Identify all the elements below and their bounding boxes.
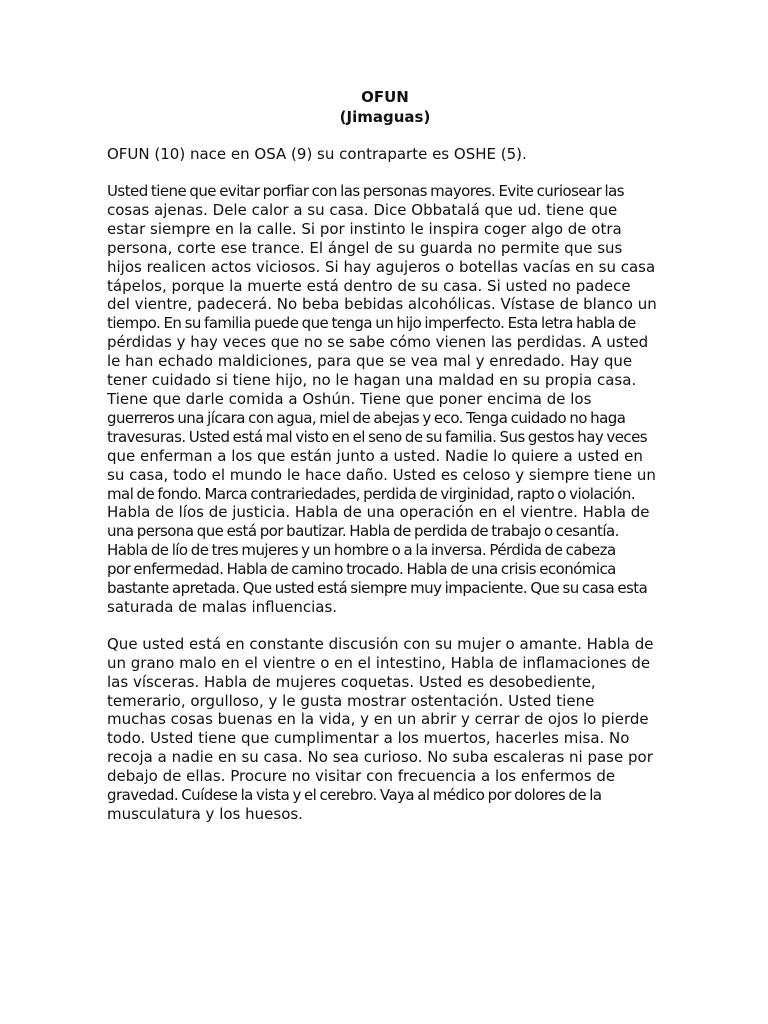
paragraph-line: gravedad. Cuídese la vista y el cerebro. Vaya al médico por dolores de la	[107, 786, 602, 805]
document-subtitle: (Jimaguas)	[339, 108, 431, 126]
paragraph-line: estar siempre en la calle. Si por instinto le inspira coger algo de otra	[107, 219, 622, 238]
paragraph-line: por enfermedad. Habla de camino trocado. Habla de una crisis económica	[107, 560, 616, 579]
paragraph-line: mal de fondo. Marca contrariedades, perdida de virginidad, rapto o violación.	[107, 484, 636, 503]
paragraph-line: cosas ajenas. Dele calor a su casa. Dice Obbatalá que ud. tiene que	[107, 200, 618, 219]
paragraph-line: Habla de líos de justicia. Habla de una operación en el vientre. Habla de	[107, 503, 650, 522]
paragraph-line: guerreros una jícara con agua, miel de abejas y eco. Tenga cuidado no haga	[107, 408, 626, 427]
body-paragraph	[107, 635, 663, 824]
paragraph-line: debajo de ellas. Procure no visitar con frecuencia a los enfermos de	[107, 767, 616, 786]
body-paragraph	[107, 182, 663, 617]
paragraph-line: que enferman a los que están junto a usted. Nadie lo quiere a usted en	[107, 446, 643, 465]
body-paragraphs	[107, 182, 663, 824]
paragraph-line: musculatura y los huesos.	[107, 805, 303, 823]
paragraph-line: travesuras. Usted está mal visto en el seno de su familia. Sus gestos hay veces	[107, 427, 648, 446]
paragraph-line: saturada de malas influencias.	[107, 597, 338, 616]
paragraph-line: las vísceras. Habla de mujeres coquetas. Usted es desobediente,	[107, 672, 596, 691]
paragraph-line: tiempo. En su familia puede que tenga un hijo imperfecto. Esta letra habla de	[107, 314, 636, 333]
document-content	[107, 88, 663, 842]
paragraph-line: hijos realicen actos viciosos. Si hay agujeros o botellas vacías en su casa	[107, 257, 656, 276]
paragraph-line: una persona que está por bautizar. Habla de perdida de trabajo o cesantía.	[107, 522, 619, 541]
document-title: OFUN	[361, 88, 409, 106]
paragraph-line: persona, corte ese trance. El ángel de su guarda no permite que sus	[107, 238, 623, 257]
paragraph-line: Usted tiene que evitar porfiar con las personas mayores. Evite curiosear las	[107, 182, 625, 200]
paragraph-line: tápelos, porque la muerte está dentro de su casa. Si usted no padece	[107, 276, 631, 295]
paragraph-line: Que usted está en constante discusión con su mujer o amante. Habla de	[107, 634, 654, 653]
paragraph-line: pérdidas y hay veces que no se sabe cómo vienen las perdidas. A usted	[107, 333, 649, 352]
paragraph-line: temerario, orgulloso, y le gusta mostrar ostentación. Usted tiene	[107, 691, 595, 710]
paragraph-line: su casa, todo el mundo le hace daño. Usted es celoso y siempre tiene un	[107, 465, 656, 484]
paragraph-line: un grano malo en el vientre o en el intestino, Habla de inflamaciones de	[107, 653, 651, 672]
paragraph-line: le han echado maldiciones, para que se vea mal y enredado. Hay que	[107, 352, 633, 371]
paragraph-line: Tiene que darle comida a Oshún. Tiene que poner encima de los	[107, 389, 592, 408]
paragraph-line: bastante apretada. Que usted está siempre muy impaciente. Que su casa esta	[107, 579, 648, 598]
paragraph-line: del vientre, padecerá. No beba bebidas alcohólicas. Vístase de blanco un	[107, 295, 657, 314]
paragraph-line: todo. Usted tiene que cumplimentar a los muertos, hacerles misa. No	[107, 729, 630, 748]
paragraph-line: recoja a nadie en su casa. No sea curioso. No suba escaleras ni pase por	[107, 748, 653, 767]
intro-line: OFUN (10) nace en OSA (9) su contraparte es OSHE (5).	[107, 145, 527, 163]
paragraph-line: tener cuidado si tiene hijo, no le hagan una maldad en su propia casa.	[107, 371, 637, 390]
paragraph-line: muchas cosas buenas en la vida, y en un abrir y cerrar de ojos lo pierde	[107, 710, 649, 729]
paragraph-line: Habla de lío de tres mujeres y un hombre o a la inversa. Pérdida de cabeza	[107, 541, 616, 560]
